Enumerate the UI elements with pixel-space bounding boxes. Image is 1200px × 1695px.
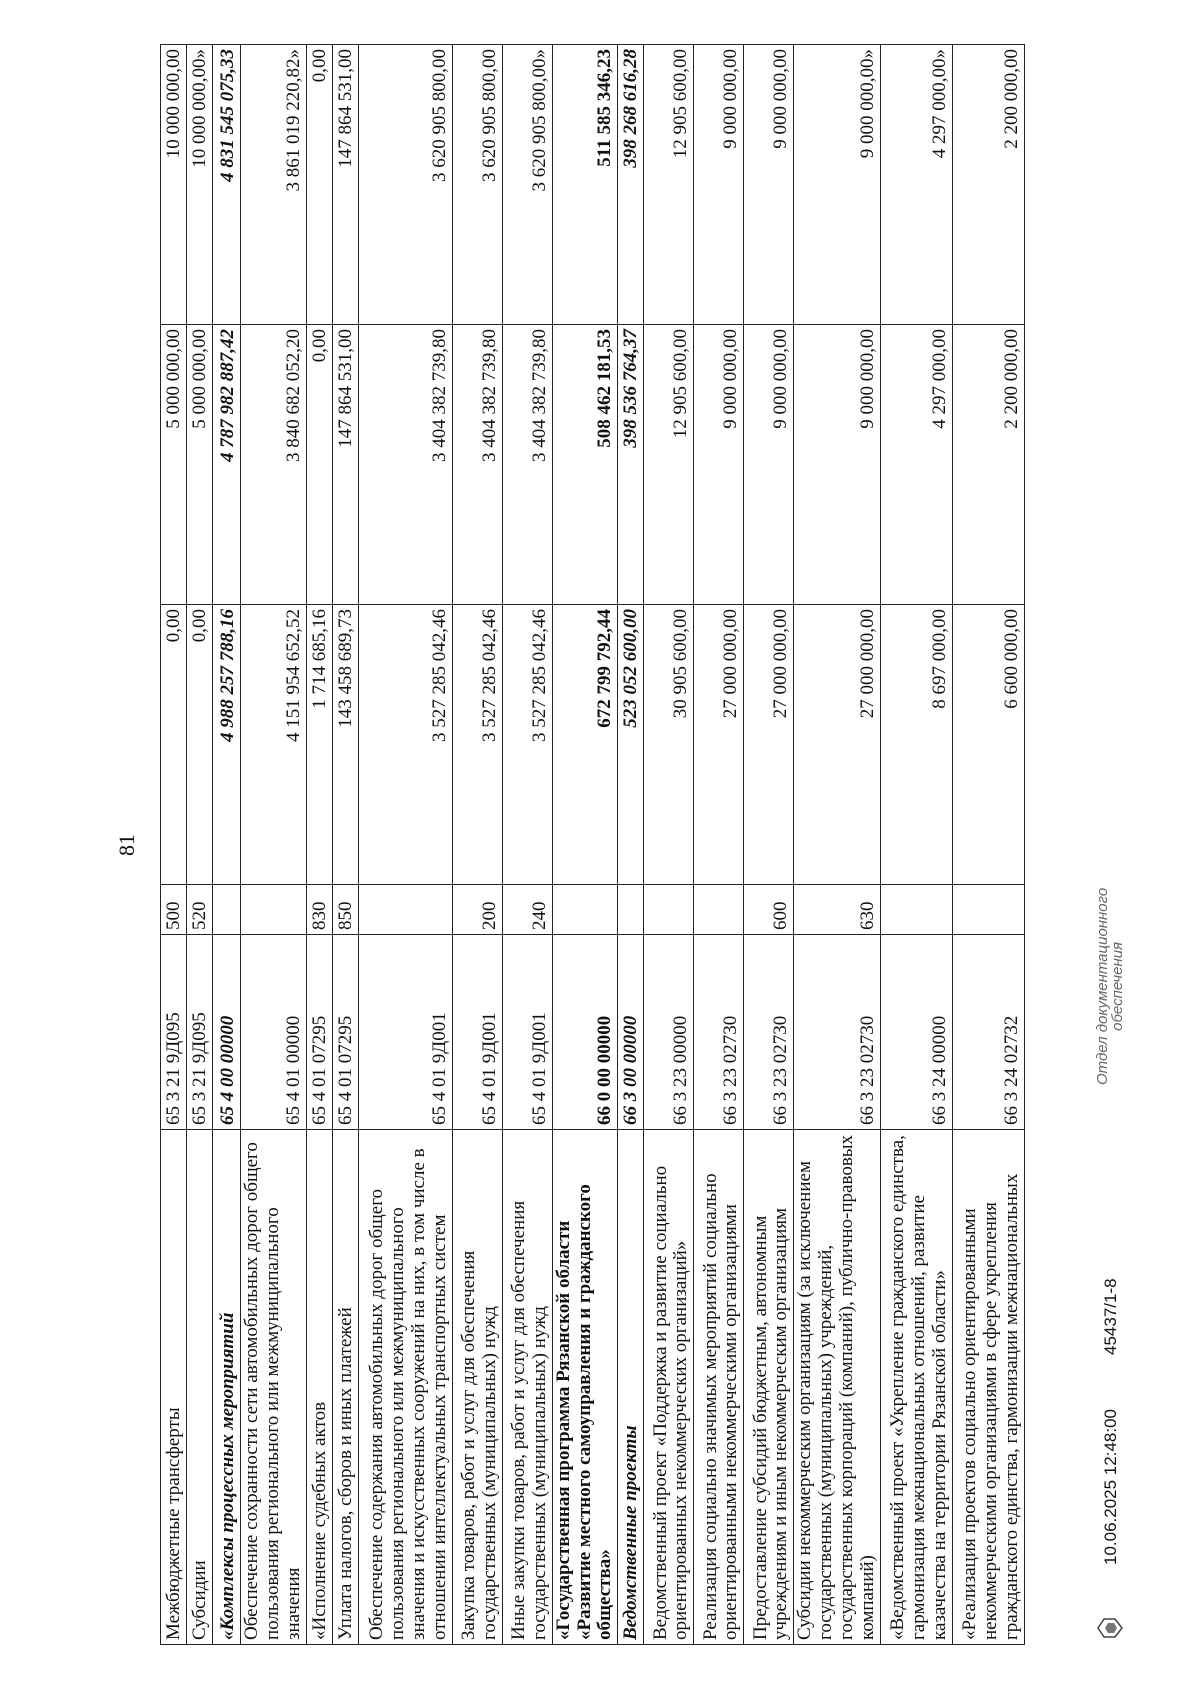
- table-row: [358, 45, 452, 1645]
- row-value-2-cell: 9 000 000,00: [694, 325, 744, 605]
- table-row: [880, 45, 952, 1645]
- row-value-3-cell: 9 000 000,00»: [794, 45, 881, 325]
- row-vr-cell: [358, 885, 452, 935]
- budget-table: [160, 44, 1025, 1645]
- row-vr-cell: [644, 885, 694, 935]
- row-value-1-cell: 0,00: [161, 605, 187, 885]
- table-row: [552, 45, 618, 1645]
- row-value-2-cell: 3 404 382 739,80: [358, 325, 452, 605]
- table-row: [161, 45, 187, 1645]
- row-vr-cell: 500: [161, 885, 187, 935]
- row-value-2-cell: 5 000 000,00: [161, 325, 187, 605]
- row-value-2-cell: 9 000 000,00: [794, 325, 881, 605]
- row-value-1-cell: 3 527 285 042,46: [358, 605, 452, 885]
- row-code-cell: 65 3 21 9Д095: [161, 935, 187, 1130]
- table-row: [187, 45, 213, 1645]
- row-vr-cell: 850: [332, 885, 358, 935]
- row-code-cell: 66 3 24 02732: [952, 935, 1024, 1130]
- row-name-cell: Реализация социально значимых мероприятий социально ориентированными некоммерческими организациями: [694, 1130, 744, 1645]
- row-value-2-cell: 3 404 382 739,80: [502, 325, 552, 605]
- row-code-cell: 66 3 23 02730: [794, 935, 881, 1130]
- row-code-cell: 65 4 00 00000: [213, 935, 241, 1130]
- row-name-cell: Иные закупки товаров, работ и услуг для обеспечения государственных (муниципальных) нужд: [502, 1130, 552, 1645]
- row-value-1-cell: 1 714 685,16: [306, 605, 332, 885]
- row-value-2-cell: 2 200 000,00: [952, 325, 1024, 605]
- table-row: [694, 45, 744, 1645]
- row-vr-cell: 830: [306, 885, 332, 935]
- row-value-2-cell: 5 000 000,00: [187, 325, 213, 605]
- row-value-1-cell: 672 799 792,44: [552, 605, 618, 885]
- table-row: [794, 45, 881, 1645]
- table-row: [502, 45, 552, 1645]
- row-code-cell: 65 4 01 9Д001: [502, 935, 552, 1130]
- row-value-2-cell: 9 000 000,00: [744, 325, 794, 605]
- stamp-line-2: обеспечения: [1109, 941, 1126, 1031]
- table-row: [644, 45, 694, 1645]
- row-code-cell: 65 4 01 9Д001: [358, 935, 452, 1130]
- row-value-3-cell: 147 864 531,00: [332, 45, 358, 325]
- row-name-cell: Предоставление субсидий бюджетным, автономным учреждениям и иным некоммерческим организациям: [744, 1130, 794, 1645]
- row-value-1-cell: 523 052 600,00: [618, 605, 644, 885]
- table-row: [213, 45, 241, 1645]
- row-value-1-cell: 3 527 285 042,46: [452, 605, 502, 885]
- row-value-2-cell: 508 462 181,53: [552, 325, 618, 605]
- row-vr-cell: [694, 885, 744, 935]
- row-name-cell: «Исполнение судебных актов: [306, 1130, 332, 1645]
- row-value-3-cell: 511 585 346,23: [552, 45, 618, 325]
- row-name-cell: Субсидии некоммерческим организациям (за исключением государственных (муниципальных) учреждений, государственных корпораций (компаний), публично-правовых компаний): [794, 1130, 881, 1645]
- row-name-cell: Субсидии: [187, 1130, 213, 1645]
- row-value-3-cell: 398 268 616,28: [618, 45, 644, 325]
- row-value-1-cell: 30 905 600,00: [644, 605, 694, 885]
- row-code-cell: 66 3 00 00000: [618, 935, 644, 1130]
- rotated-page: [110, 45, 1130, 1645]
- row-code-cell: 65 3 21 9Д095: [187, 935, 213, 1130]
- row-name-cell: Ведомственный проект «Поддержка и развитие социально ориентированных некоммерческих организаций»: [644, 1130, 694, 1645]
- row-value-3-cell: 3 620 905 800,00»: [502, 45, 552, 325]
- row-value-3-cell: 2 200 000,00: [952, 45, 1024, 325]
- row-value-3-cell: 10 000 000,00»: [187, 45, 213, 325]
- table-row: [618, 45, 644, 1645]
- row-value-3-cell: 12 905 600,00: [644, 45, 694, 325]
- row-value-3-cell: 4 831 545 075,33: [213, 45, 241, 325]
- row-value-2-cell: 12 905 600,00: [644, 325, 694, 605]
- row-vr-cell: 630: [794, 885, 881, 935]
- row-value-1-cell: 27 000 000,00: [744, 605, 794, 885]
- department-stamp: [1095, 888, 1125, 1085]
- row-value-1-cell: 27 000 000,00: [794, 605, 881, 885]
- row-code-cell: 65 4 01 07295: [332, 935, 358, 1130]
- row-value-1-cell: 27 000 000,00: [694, 605, 744, 885]
- row-value-2-cell: 4 787 982 887,42: [213, 325, 241, 605]
- row-value-3-cell: 9 000 000,00: [694, 45, 744, 325]
- row-vr-cell: 200: [452, 885, 502, 935]
- row-value-2-cell: 3 404 382 739,80: [452, 325, 502, 605]
- row-value-3-cell: 3 620 905 800,00: [358, 45, 452, 325]
- row-value-3-cell: 3 620 905 800,00: [452, 45, 502, 325]
- row-value-3-cell: 10 000 000,00: [161, 45, 187, 325]
- row-name-cell: Обеспечение содержания автомобильных дорог общего пользования регионального или межмуниципального значения и искусственных сооружений на них, в том числе в отношении интеллектуальных транспортных систем: [358, 1130, 452, 1645]
- row-name-cell: «Ведомственный проект «Укрепление гражданского единства, гармонизация межнациональных отношений, развитие казачества на территории Рязанской области»: [880, 1130, 952, 1645]
- row-vr-cell: 240: [502, 885, 552, 935]
- row-value-3-cell: 4 297 000,00»: [880, 45, 952, 325]
- row-value-1-cell: 143 458 689,73: [332, 605, 358, 885]
- row-name-cell: Ведомственные проекты: [618, 1130, 644, 1645]
- row-vr-cell: [952, 885, 1024, 935]
- row-code-cell: 65 4 01 9Д001: [452, 935, 502, 1130]
- table-row: [306, 45, 332, 1645]
- stamp-line-1: Отдел документационного: [1094, 887, 1111, 1085]
- row-vr-cell: [241, 885, 307, 935]
- row-value-3-cell: 9 000 000,00: [744, 45, 794, 325]
- row-vr-cell: [552, 885, 618, 935]
- row-code-cell: 65 4 01 07295: [306, 935, 332, 1130]
- row-value-1-cell: 4 988 257 788,16: [213, 605, 241, 885]
- row-value-2-cell: 398 536 764,37: [618, 325, 644, 605]
- row-vr-cell: 520: [187, 885, 213, 935]
- row-vr-cell: [880, 885, 952, 935]
- row-value-1-cell: 6 600 000,00: [952, 605, 1024, 885]
- row-vr-cell: [618, 885, 644, 935]
- row-code-cell: 66 3 23 02730: [744, 935, 794, 1130]
- row-value-3-cell: 3 861 019 220,82»: [241, 45, 307, 325]
- row-name-cell: «Государственная программа Рязанской области «Развитие местного самоуправления и гражданского общества»: [552, 1130, 618, 1645]
- row-name-cell: «Реализация проектов социально ориентированными некоммерческими организациями в сфере укрепления гражданского единства, гармонизации межнациональных: [952, 1130, 1024, 1645]
- row-value-1-cell: 8 697 000,00: [880, 605, 952, 885]
- row-code-cell: 66 0 00 00000: [552, 935, 618, 1130]
- row-code-cell: 66 3 23 02730: [694, 935, 744, 1130]
- row-name-cell: Обеспечение сохранности сети автомобильных дорог общего пользования регионального или межмуниципального значения: [241, 1130, 307, 1645]
- table-row: [241, 45, 307, 1645]
- table-row: [952, 45, 1024, 1645]
- row-name-cell: Закупка товаров, работ и услуг для обеспечения государственных (муниципальных) нужд: [452, 1130, 502, 1645]
- row-vr-cell: 600: [744, 885, 794, 935]
- table-row: [332, 45, 358, 1645]
- row-value-2-cell: 0,00: [306, 325, 332, 605]
- row-code-cell: 65 4 01 00000: [241, 935, 307, 1130]
- document-number: 45437/1-8: [1101, 1278, 1120, 1355]
- row-name-cell: «Комплексы процессных мероприятий: [213, 1130, 241, 1645]
- row-name-cell: Межбюджетные трансферты: [161, 1130, 187, 1645]
- emblem-icon: [1095, 1611, 1125, 1645]
- row-name-cell: Уплата налогов, сборов и иных платежей: [332, 1130, 358, 1645]
- row-value-1-cell: 4 151 954 652,52: [241, 605, 307, 885]
- timestamp: 10.06.2025 12:48:00: [1101, 1409, 1120, 1565]
- row-value-1-cell: 0,00: [187, 605, 213, 885]
- table-row: [452, 45, 502, 1645]
- row-value-1-cell: 3 527 285 042,46: [502, 605, 552, 885]
- row-value-2-cell: 4 297 000,00: [880, 325, 952, 605]
- row-code-cell: 66 3 23 00000: [644, 935, 694, 1130]
- page-number: 81: [114, 834, 139, 856]
- row-value-2-cell: 3 840 682 052,20: [241, 325, 307, 605]
- table-row: [744, 45, 794, 1645]
- row-vr-cell: [213, 885, 241, 935]
- row-value-2-cell: 147 864 531,00: [332, 325, 358, 605]
- footer: [1095, 45, 1129, 1645]
- row-value-3-cell: 0,00: [306, 45, 332, 325]
- row-code-cell: 66 3 24 00000: [880, 935, 952, 1130]
